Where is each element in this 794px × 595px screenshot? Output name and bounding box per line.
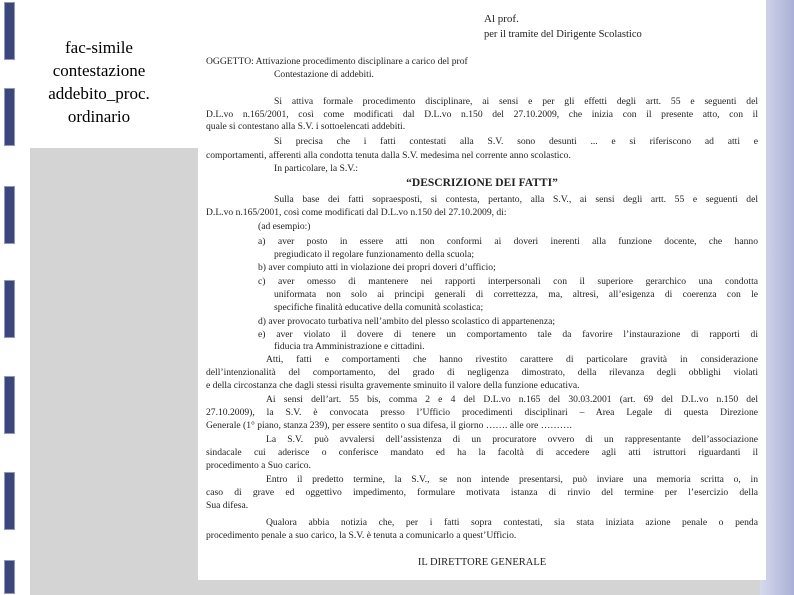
slide-title-line: ordinario (67, 107, 131, 126)
body-line: e della circostanza che dagli stessi risulta gravemente sminuito il valore della funzione educativa. (206, 380, 580, 391)
list-item: c) aver omesso di mantenere nei rapporti interpersonali con il superiore gerarchico una condotta (258, 276, 758, 287)
body-line: dell’intenzionalità del comportamento, del grado di negligenza dimostrato, della rilevanza degli obblighi violati (206, 367, 758, 378)
body-line: Si precisa che i fatti contestati alla S.V. sono desunti ... e si riferiscono ad atti e (274, 136, 758, 147)
list-item-continuation: fiducia tra Amministrazione e cittadini. (274, 341, 425, 352)
slide-title-line: fac-simile (65, 38, 133, 57)
body-line: Sulla base dei fatti sopraesposti, si contesta, pertanto, alla S.V., ai sensi degli artt. 55 e seguenti del (274, 194, 758, 205)
left-accent-mark (4, 560, 15, 594)
body-line: sindacale cui aderisce o conferisce mandato ed ha la facoltà di accedere agli atti istruttori riguardanti il (206, 447, 758, 458)
body-line: procedimento penale a suo carico, la S.V. è tenuta a comunicarlo a quest’Ufficio. (206, 530, 517, 541)
subject-line: OGGETTO: Attivazione procedimento disciplinare a carico del prof (206, 56, 468, 67)
body-line: comportamenti, afferenti alla condotta tenuta dalla S.V. medesima nel corrente anno scolastico. (206, 150, 571, 161)
left-decoration-bar (0, 0, 20, 595)
subject-line: Contestazione di addebiti. (274, 69, 374, 80)
left-accent-mark (4, 280, 15, 338)
body-line: D.L.vo n.165/2001, così come modificati dal D.L.vo n.150 del 27.10.2009, che inizia con il presente atto, con il (206, 109, 758, 120)
left-accent-mark (4, 186, 15, 244)
list-item: e) aver violato il dovere di tenere un comportamento tale da favorire l’instaurazione di rapporti di (258, 329, 758, 340)
body-line: (ad esempio:) (258, 221, 311, 232)
slide-title-line: addebito_proc. (48, 84, 150, 103)
body-line: quale si contestano alla S.V. i sottoelencati addebiti. (206, 121, 406, 132)
body-line: 27.10.2009), la S.V. è convocata presso l’Ufficio procedimenti disciplinari – Area Legale di questa Direzione (206, 407, 758, 418)
body-line: Ai sensi dell’art. 55 bis, comma 2 e 4 del D.L.vo n.165 del 30.03.2001 (art. 69 del D.L.vo n.150 del (266, 394, 758, 405)
body-line: procedimento a Suo carico. (206, 460, 311, 471)
document-scan (198, 0, 766, 580)
left-accent-mark (4, 88, 15, 146)
body-line: In particolare, la S.V.: (274, 163, 359, 174)
signature: IL DIRETTORE GENERALE (417, 557, 547, 568)
section-heading: “DESCRIZIONE DEI FATTI” (406, 177, 558, 189)
body-line: Generale (1° piano, stanza 239), per essere sentito o sua difesa, il giorno ……. alle ore ………. (206, 420, 572, 431)
body-line: Si attiva formale procedimento disciplinare, ai sensi e per gli effetti degli artt. 55 e seguenti del (274, 96, 758, 107)
list-item: b) aver compiuto atti in violazione dei propri doveri d’ufficio; (258, 262, 496, 273)
recipient-line: Al prof. (484, 13, 519, 25)
body-line: Atti, fatti e comportamenti che hanno rivestito carattere di particolare gravità in considerazione (266, 354, 758, 365)
body-line: Sua difesa. (206, 500, 249, 511)
slide-title-line: contestazione (52, 61, 146, 80)
list-item: a) aver posto in essere atti non conformi ai doveri inerenti alla funzione docente, che hanno (258, 236, 758, 247)
left-accent-mark (4, 2, 15, 60)
body-line: Entro il predetto termine, la S.V., se non intende presentarsi, può inviare una memoria scritta o, in (266, 474, 758, 485)
body-line: caso di grave ed oggettivo impedimento, formulare motivata istanza di rinvio del termine per l’esercizio della (206, 487, 758, 498)
recipient-line: per il tramite del Dirigente Scolastico (484, 29, 642, 40)
list-item-continuation: pregiudicato il regolare funzionamento della scuola; (274, 249, 475, 260)
body-line: La S.V. può avvalersi dell’assistenza di un procuratore ovvero di un rappresentante dell’associazione (266, 434, 758, 445)
left-accent-mark (4, 376, 15, 434)
list-item-continuation: uniformata non solo ai principi generali di correttezza, ma, altresì, all’esigenza di coerenza con le (274, 289, 758, 300)
slide-title (28, 36, 170, 128)
list-item: d) aver provocato turbativa nell’ambito del plesso scolastico di appartenenza; (258, 316, 556, 327)
left-accent-mark (4, 472, 15, 530)
list-item-continuation: specifiche finalità educative della comunità scolastica; (274, 302, 484, 313)
body-line: D.L.vo n.165/2001, così come modificati dal D.L.vo n.150 del 27.10.2009, di: (206, 207, 507, 218)
body-line: Qualora abbia notizia che, per i fatti sopra contestati, sia stata iniziata azione penale o penda (266, 517, 758, 528)
